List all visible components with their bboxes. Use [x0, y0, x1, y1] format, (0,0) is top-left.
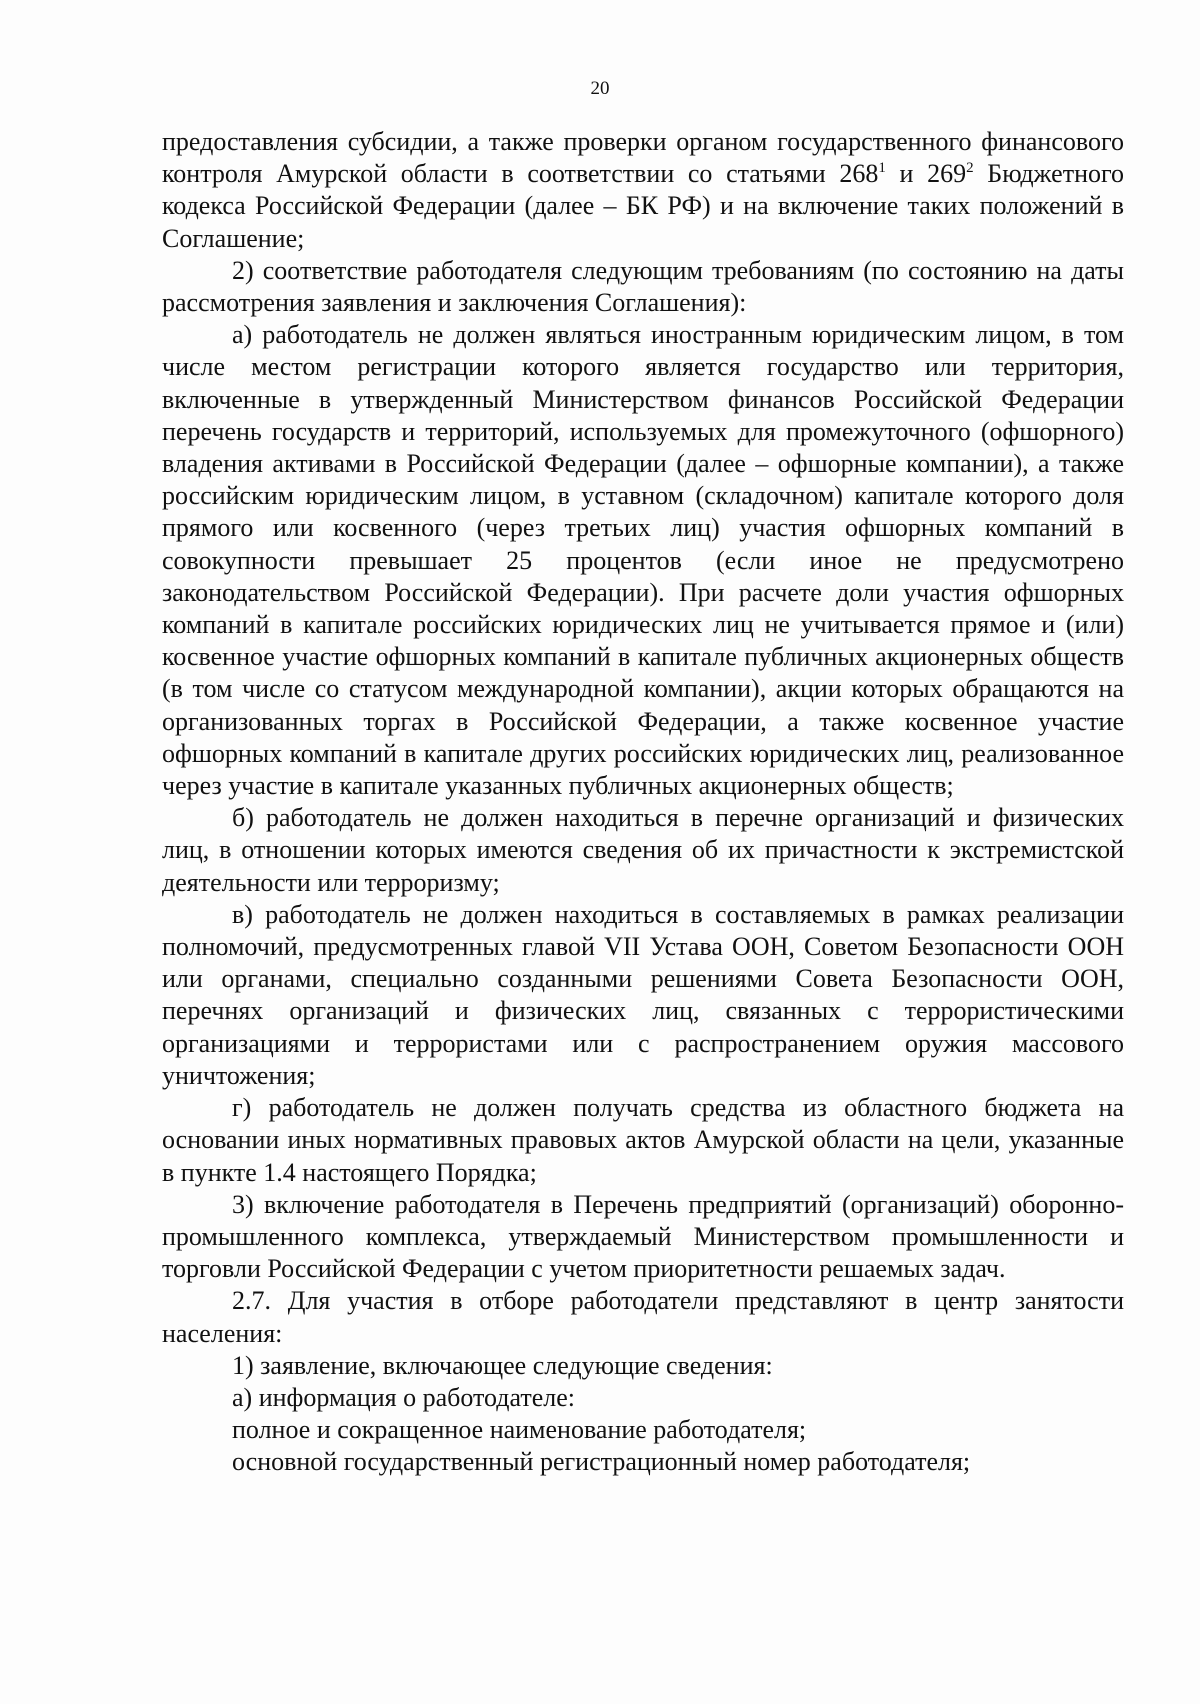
- superscript-article-number: 2: [966, 160, 974, 177]
- paragraph-employer-name: полное и сокращенное наименование работодателя;: [232, 1415, 807, 1445]
- paragraph-defense-industry-list: 3) включение работодателя в Перечень предприятий (организаций) оборонно-промышленного комплекса, утверждаемый Министерством промышленности и торговли Российской Федерации с учетом приоритетности решаемых задач.: [162, 1189, 1124, 1284]
- paragraph-extremism-list-requirement: б) работодатель не должен находиться в перечне организаций и физических лиц, в отношении которых имеются сведения об их причастности к экстремистской деятельности или терроризму;: [162, 803, 1124, 897]
- paragraph-text-part: и 269: [885, 159, 967, 189]
- paragraph-subsidy-verification: [162, 126, 1124, 255]
- paragraph-un-security-council-requirement: в) работодатель не должен находиться в составляемых в рамках реализации полномочий, предусмотренных главой VII Устава ООН, Советом Безопасности ООН или органами, специально созданными решениями Совета Безопасности ООН, перечнях организаций и физических лиц, связанных с террористическими организациями и террористами или с распространением оружия массового уничтожения;: [162, 899, 1124, 1090]
- document-body: [162, 126, 1124, 1479]
- paragraph-regional-budget-requirement: г) работодатель не должен получать средства из областного бюджета на основании иных нормативных правовых актов Амурской области на цели, указанные в пункте 1.4 настоящего Порядка;: [162, 1093, 1124, 1187]
- paragraph-foreign-entity-requirement: а) работодатель не должен являться иностранным юридическим лицом, в том числе местом регистрации которого является государство или территория, включенные в утвержденный Министерством финансов Российской Федерации перечень государств и территорий, используемых для промежуточного (офшорного) владения активами в Российской Федерации (далее – офшорные компании), а также российским юридическим лицом, в уставном (складочном) капитале которого доля прямого или косвенного (через третьих лиц) участия офшорных компаний в совокупности превышает 25 процентов (если иное не предусмотрено законодательством Российской Федерации). При расчете доли участия офшорных компаний в капитале российских юридических лиц не учитывается прямое и (или) косвенное участие офшорных компаний в капитале публичных акционерных обществ (в том числе со статусом международной компании), акции которых обращаются на организованных торгах в Российской Федерации, а также косвенное участие офшорных компаний в капитале других российских юридических лиц, реализованное через участие в капитале указанных публичных акционерных обществ;: [162, 320, 1124, 801]
- paragraph-employer-requirements: 2) соответствие работодателя следующим требованиям (по состоянию на даты рассмотрения заявления и заключения Соглашения):: [162, 255, 1124, 318]
- paragraph-text-part: Бюджетного кодекса Российской Федерации (далее – БК РФ) и на включение таких положений в Соглашение;: [162, 159, 1125, 253]
- paragraph-registration-number: основной государственный регистрационный номер работодателя;: [232, 1447, 971, 1477]
- paragraph-application-contents: 1) заявление, включающее следующие сведения:: [232, 1350, 773, 1380]
- page-number: 20: [590, 78, 610, 99]
- paragraph-text-part: предоставления субсидии, а также проверки органом государственного финансового контроля Амурской области в соответствии со статьями 268: [162, 127, 1124, 189]
- superscript-article-number: 1: [878, 160, 886, 177]
- paragraph-employer-information: а) информация о работодателе:: [232, 1382, 576, 1412]
- paragraph-section-2-7: 2.7. Для участия в отборе работодатели представляют в центр занятости населения:: [162, 1286, 1124, 1348]
